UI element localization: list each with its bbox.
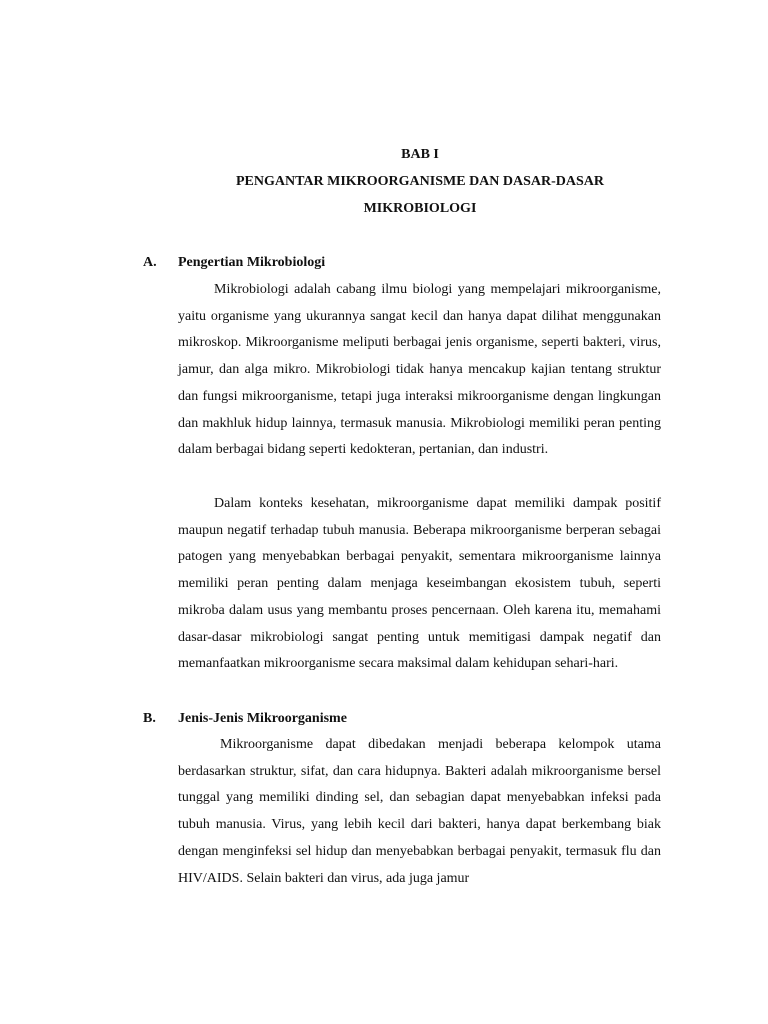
paragraph-b-1: Mikroorganisme dapat dibedakan menjadi beberapa kelompok utama berdasarkan struktur, sifat, dan cara hidupnya. Bakteri adalah mikroorganisme bersel tunggal yang memiliki dinding sel, dan sebagian dapat menyebabkan infeksi pada tubuh manusia. Virus, yang lebih kecil dari bakteri, hanya dapat berkembang biak dengan menginfeksi sel hidup dan menyebabkan berbagai penyakit, termasuk flu dan HIV/AIDS. Selain bakteri dan virus, ada juga jamur bbox=[178, 737, 661, 886]
paragraph-a-1: Mikrobiologi adalah cabang ilmu biologi yang mempelajari mikroorganisme, yaitu organisme yang ukurannya sangat kecil dan hanya dapat dilihat menggunakan mikroskop. Mikroorganisme meliputi berbagai jenis organisme, seperti bakteri, virus, jamur, dan alga mikro. Mikrobiologi tidak hanya mencakup kajian tentang struktur dan fungsi mikroorganisme, tetapi juga interaksi mikroorganisme dengan lingkungan dan makhluk hidup lainnya, termasuk manusia. Mikrobiologi memiliki peran penting dalam berbagai bidang seperti kedokteran, pertanian, dan industri. bbox=[178, 282, 661, 458]
chapter-heading bbox=[178, 141, 662, 222]
section-letter-b: B. bbox=[143, 711, 156, 726]
section-heading-b bbox=[143, 705, 663, 732]
section-letter-a: A. bbox=[143, 255, 157, 270]
chapter-title-line-2: MIKROBIOLOGI bbox=[363, 201, 477, 216]
section-title-a: Pengertian Mikrobiologi bbox=[178, 255, 326, 270]
chapter-title-line-1: PENGANTAR MIKROORGANISME DAN DASAR-DASAR bbox=[235, 174, 605, 189]
section-heading-a bbox=[143, 249, 663, 276]
section-title-b: Jenis-Jenis Mikroorganisme bbox=[178, 711, 347, 726]
paragraph-a-2: Dalam konteks kesehatan, mikroorganisme dapat memiliki dampak positif maupun negatif terhadap tubuh manusia. Beberapa mikroorganisme berperan sebagai patogen yang menyebabkan berbagai penyakit, sementara mikroorganisme lainnya memiliki peran penting dalam menjaga keseimbangan ekosistem tubuh, seperti mikroba dalam usus yang membantu proses pencernaan. Oleh karena itu, memahami dasar-dasar mikrobiologi sangat penting untuk memitigasi dampak negatif dan memanfaatkan mikroorganisme secara maksimal dalam kehidupan sehari-hari. bbox=[178, 496, 661, 672]
chapter-label: BAB I bbox=[401, 147, 439, 162]
